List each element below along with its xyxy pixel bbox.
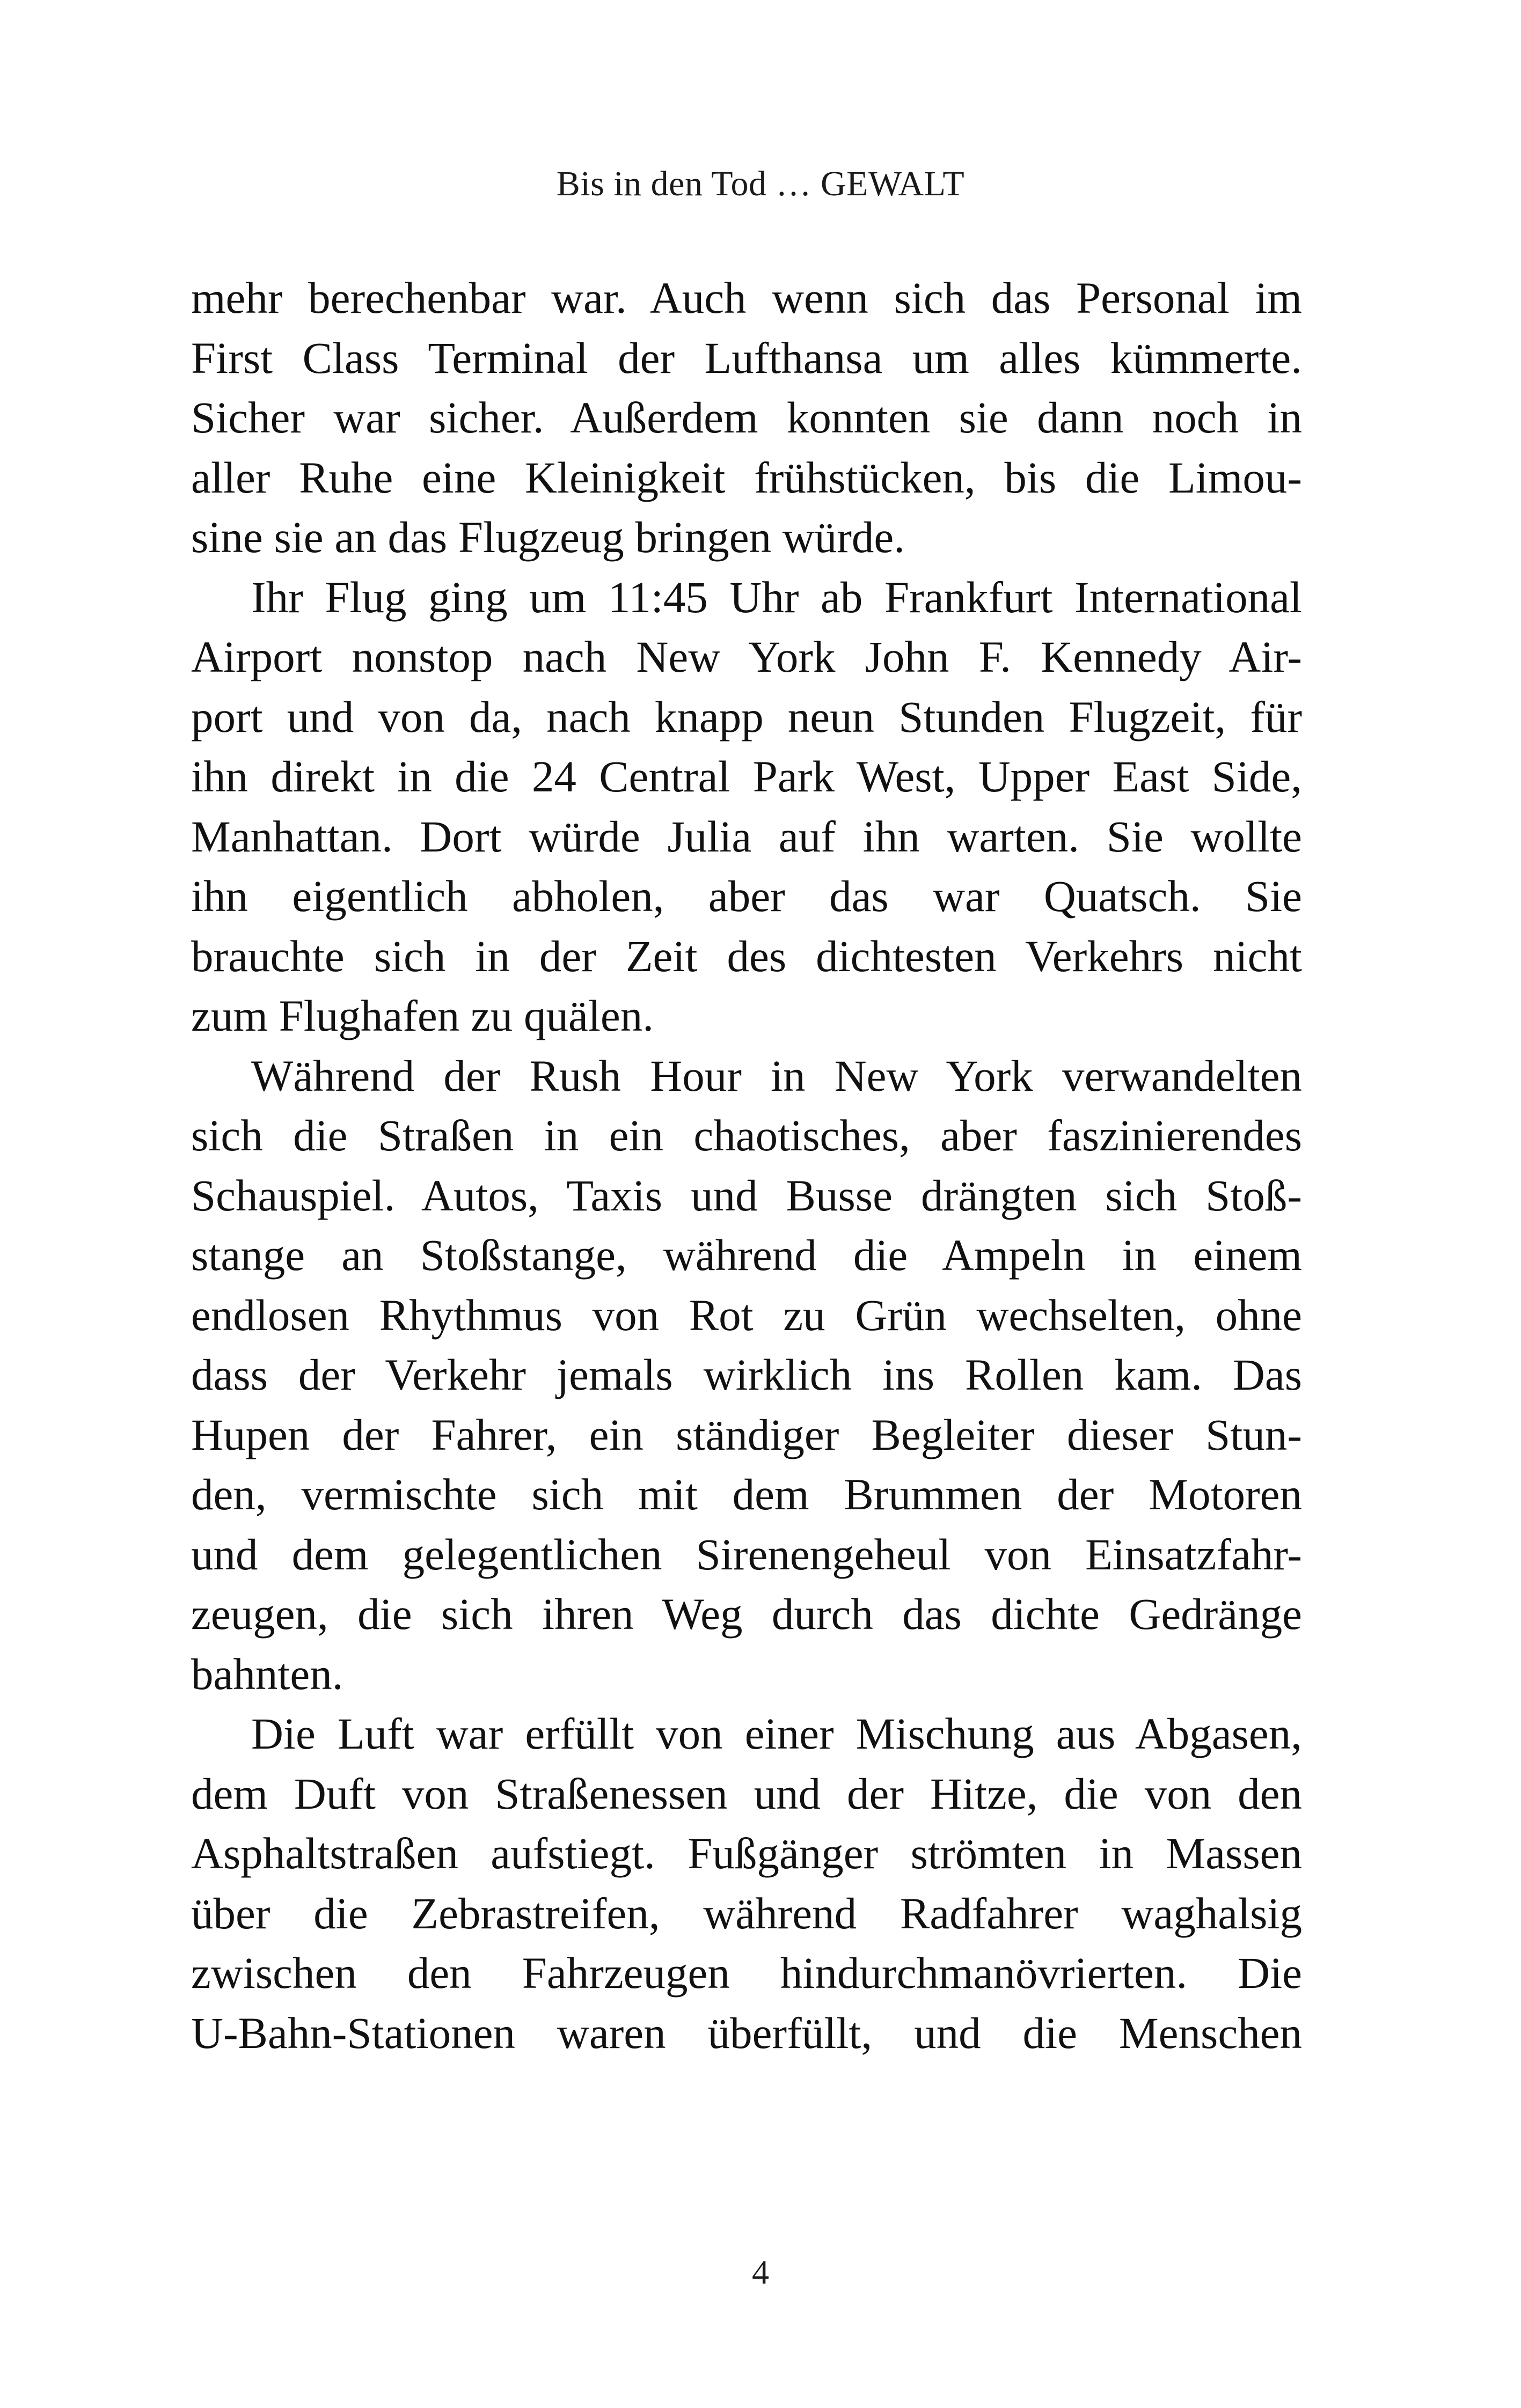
text-line: sich die Straßen in ein chaotisches, aber faszinierendes (191, 1111, 1302, 1160)
text-line: Manhattan. Dort würde Julia auf ihn warten. Sie wollte (191, 811, 1302, 861)
page-number: 4 (752, 2253, 769, 2291)
text-line: port und von da, nach knapp neun Stunden Flugzeit, für (191, 692, 1302, 742)
text-line: zum Flughafen zu quälen. (191, 991, 654, 1040)
text-line: Ihr Flug ging um 11:45 Uhr ab Frankfurt International (251, 572, 1302, 622)
text-line: Sicher war sicher. Außerdem konnten sie dann noch in (191, 393, 1302, 442)
running-header: Bis in den Tod … GEWALT (556, 164, 965, 203)
text-line: bahnten. (191, 1649, 343, 1699)
text-line: mehr berechenbar war. Auch wenn sich das Personal im (191, 273, 1302, 322)
text-line: Während der Rush Hour in New York verwandelten (251, 1051, 1302, 1100)
text-line: dem Duft von Straßenessen und der Hitze, die von den (191, 1768, 1302, 1818)
text-line: über die Zebrastreifen, während Radfahrer waghalsig (191, 1888, 1302, 1938)
text-line: U-Bahn-Stationen waren überfüllt, und die Menschen (191, 2008, 1302, 2058)
text-line: aller Ruhe eine Kleinigkeit frühstücken, bis die Limou- (191, 452, 1302, 502)
text-line: Hupen der Fahrer, ein ständiger Begleiter dieser Stun- (191, 1409, 1302, 1459)
text-line: dass der Verkehr jemals wirklich ins Rollen kam. Das (191, 1350, 1302, 1399)
text-line: zwischen den Fahrzeugen hindurchmanövrierten. Die (191, 1948, 1302, 1998)
text-line: zeugen, die sich ihren Weg durch das dichte Gedränge (191, 1589, 1302, 1639)
text-line: Airport nonstop nach New York John F. Kennedy Air- (191, 632, 1302, 681)
body-text (191, 268, 1302, 2063)
text-line: brauchte sich in der Zeit des dichtesten Verkehrs nicht (191, 931, 1302, 981)
text-line: Asphaltstraßen aufstiegt. Fußgänger strömten in Massen (191, 1829, 1302, 1878)
text-line: Schauspiel. Autos, Taxis und Busse drängten sich Stoß- (191, 1170, 1302, 1220)
text-line: First Class Terminal der Lufthansa um alles kümmerte. (191, 333, 1302, 383)
text-line: ihn direkt in die 24 Central Park West, Upper East Side, (191, 752, 1302, 801)
text-line: und dem gelegentlichen Sirenengeheul von Einsatzfahr- (191, 1529, 1302, 1579)
text-line: den, vermischte sich mit dem Brummen der Motoren (191, 1470, 1302, 1519)
text-line: ihn eigentlich abholen, aber das war Quatsch. Sie (191, 871, 1302, 921)
text-line: sine sie an das Flugzeug bringen würde. (191, 512, 905, 562)
text-line: Die Luft war erfüllt von einer Mischung aus Abgasen, (251, 1709, 1302, 1758)
text-line: endlosen Rhythmus von Rot zu Grün wechselten, ohne (191, 1290, 1302, 1340)
text-line: stange an Stoßstange, während die Ampeln in einem (191, 1230, 1302, 1280)
